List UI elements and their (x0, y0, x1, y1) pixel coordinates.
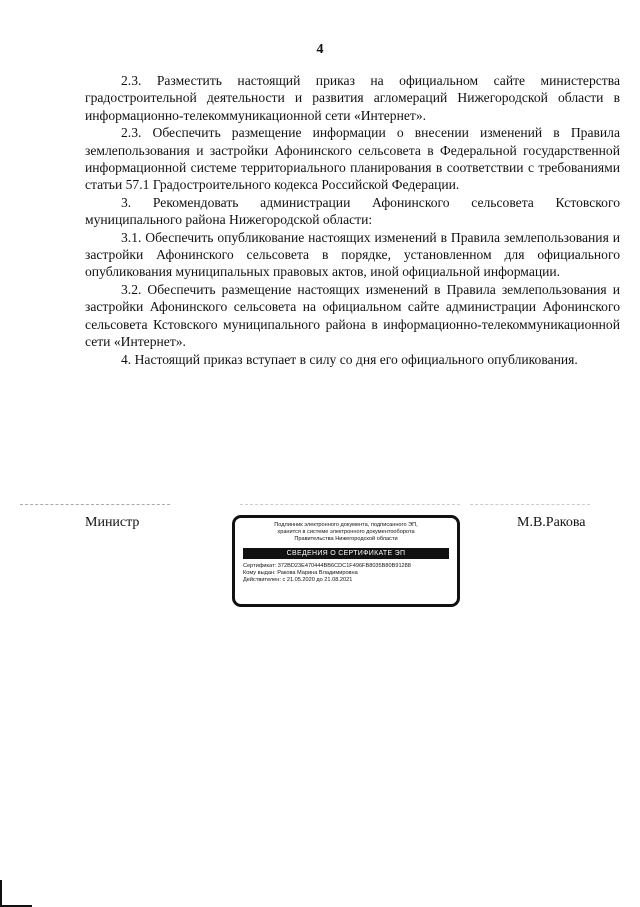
signature-block (0, 515, 640, 615)
scan-artifact-line (470, 504, 590, 505)
paragraph-3-1: 3.1. Обеспечить опубликование настоящих изменений в Правила землепользования и застройки Афонинского сельсовета в порядке, установленном для официального опубликования муниципальных правовых актов, иной официальной информации. (85, 229, 620, 280)
paragraph-2-3-fgis: 2.3. Обеспечить размещение информации о внесении изменений в Правила землепользования и застройки Афонинского сельсовета в Федеральной государственной информационной системе территориального планирования в соответствии с требованиями статьи 57.1 Градостроительного кодекса Российской Федерации. (85, 125, 620, 193)
signatory-name: М.В.Ракова (517, 515, 586, 530)
page-number: 4 (316, 42, 324, 57)
stamp-validity: Действителен: с 21.05.2020 до 21.08.2021 (243, 577, 353, 583)
stamp-header (235, 522, 457, 543)
paragraph-3-recommend: 3. Рекомендовать администрации Афонинского сельсовета Кстовского муниципального района Нижегородской области: (85, 194, 620, 228)
stamp-certificate-number: Сертификат: 372BD23E470444BB6CDC1F496FB8035B80B91288 (243, 563, 411, 569)
paragraph-3-2: 3.2. Обеспечить размещение настоящих изменений в Правила землепользования и застройки Афонинского сельсовета на официальном сайте администрации Афонинского сельсовета Кстовского муниципального района в информационно-телекоммуникационной сети «Интернет». (85, 281, 620, 350)
paragraph-2-3-publish: 2.3. Разместить настоящий приказ на официальном сайте министерства градостроительной деятельности и развития агломераций Нижегородской области в информационно-телекоммуникационной сети «Интернет». (85, 73, 620, 123)
scan-artifact-line (20, 504, 170, 505)
electronic-signature-stamp (232, 515, 460, 607)
stamp-issued-to: Кому выдан: Ракова Марина Владимировна (243, 570, 358, 576)
stamp-header-line: Подлинник электронного документа, подписанного ЭП, (274, 522, 418, 528)
stamp-header-line: Правительства Нижегородской области (294, 536, 398, 542)
stamp-header-line: хранится в системе электронного документооборота (277, 529, 415, 535)
document-body (85, 72, 620, 368)
scan-artifact-line (240, 504, 460, 505)
paragraph-4: 4. Настоящий приказ вступает в силу со дня его официального опубликования. (121, 351, 578, 367)
signatory-title: Министр (85, 515, 140, 530)
scan-edge-mark (0, 880, 32, 907)
stamp-certificate-bar: СВЕДЕНИЯ О СЕРТИФИКАТЕ ЭП (243, 548, 449, 559)
